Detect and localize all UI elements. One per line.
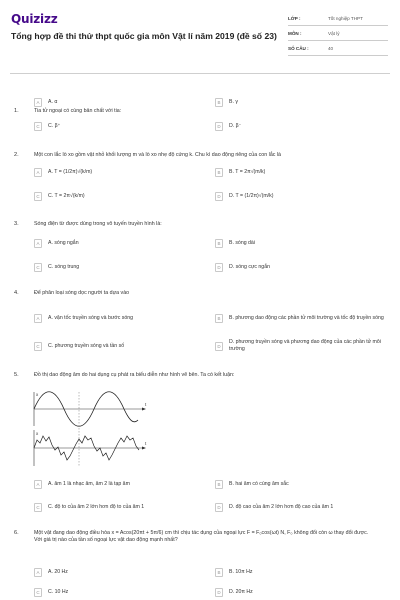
option-letter-box: C [34,122,42,131]
option-text: C. sóng trung [48,264,80,271]
meta-value: Tốt nghiệp THPT [328,15,363,21]
option-letter-box: B [215,568,223,577]
x-axis-label-1: t [145,402,147,407]
option-c[interactable] [34,261,194,274]
option-letter-box: A [34,568,42,577]
option-letter-box: A [34,239,42,248]
option-text: A. 20 Hz [48,569,68,576]
y-axis-label-2: x [36,431,39,436]
option-text: C. T = 2π√(k/m) [48,193,85,200]
worksheet-meta [288,11,388,56]
option-letter-box: D [215,192,223,201]
option-text: C. β⁺ [48,123,61,130]
meta-label: SỐ CÂU : [288,45,309,51]
option-letter-box: B [215,239,223,248]
option-d[interactable] [215,120,385,133]
header-divider [10,73,390,74]
option-letter-box: B [215,98,223,107]
meta-label: MÔN : [288,30,302,36]
option-letter-box: C [34,263,42,272]
option-b[interactable] [215,478,385,491]
option-text: C. 10 Hz [48,589,69,596]
option-a[interactable] [34,237,194,250]
option-c[interactable] [34,335,194,357]
question-number: 3. [14,221,19,227]
option-b[interactable] [215,166,385,179]
option-letter-box: A [34,98,42,107]
sound-wave-graph [32,390,150,467]
option-a[interactable] [34,478,194,491]
meta-row-class [288,11,388,26]
option-letter-box: B [215,480,223,489]
option-letter-box: A [34,168,42,177]
question-number: 6. [14,530,19,536]
option-a[interactable] [34,307,194,329]
question-number: 4. [14,290,19,296]
option-letter-box: D [215,503,223,512]
option-d[interactable] [215,586,385,599]
question-text: Một con lắc lò xo gồm vật nhỏ khối lượng m và lò xo nhẹ độ cứng k. Chu kì dao động riêng của con lắc là [34,152,282,158]
question-text: Để phân loại sóng dọc người ta dựa vào [34,290,130,296]
option-letter-box: D [215,263,223,272]
option-d[interactable] [215,190,385,203]
question-number: 1. [14,108,19,114]
option-text: A. α [48,99,58,106]
option-letter-box: D [215,342,223,351]
option-text: B. T = 2π√(m/k) [229,169,266,176]
option-d[interactable] [215,501,385,514]
question-text: Một vật đang dao động điều hòa x = Acos(20πt + 5π/6) cm thì chịu tác dụng của ngoại lực F = F₀cos(ωt) N, F₀ không đổi còn ω thay đổi được. Với giá trị nào của tần số ngoại lực vật dao động mạnh nhất? [34,530,369,543]
x-axis-arrow-2 [142,447,146,450]
option-c[interactable] [34,190,194,203]
option-text: B. γ [229,99,238,106]
option-text: A. vận tốc truyền sóng và bước sóng [48,314,134,321]
option-text: B. hai âm có cùng âm sắc [229,481,289,488]
question-text: Sóng điện từ được dùng trong vô tuyến truyền hình là: [34,221,162,227]
option-letter-box: B [215,168,223,177]
meta-row-subject [288,26,388,41]
option-letter-box: C [34,192,42,201]
option-b[interactable] [215,566,385,579]
option-text: D. độ cao của âm 2 lớn hơn độ cao của âm 1 [229,504,334,511]
quizizz-logo: Quizizz [11,12,58,26]
option-b[interactable] [215,237,385,250]
question-number: 5. [14,372,19,378]
y-axis-label-1: x [36,392,39,397]
option-text: D. 20π Hz [229,589,253,596]
option-text: A. âm 1 là nhạc âm, âm 2 là tạp âm [48,481,130,488]
option-c[interactable] [34,120,194,133]
option-a[interactable] [34,96,194,109]
option-text: D. sóng cực ngắn [229,264,270,271]
option-b[interactable] [215,96,385,109]
option-letter-box: C [34,503,42,512]
option-letter-box: D [215,588,223,597]
option-d[interactable] [215,261,385,274]
option-text: B. phương dao động các phần tử môi trường và tốc độ truyền sóng [229,314,384,321]
option-d[interactable] [215,335,385,357]
worksheet-title: Tổng hợp đề thi thử thpt quốc gia môn Vật lí năm 2019 (đề số 23) [11,31,277,41]
option-a[interactable] [34,566,194,579]
option-a[interactable] [34,166,194,179]
option-text: C. phương truyền sóng và tần số [48,342,125,349]
option-text: A. T = (1/2π)√(k/m) [48,169,93,176]
meta-row-count [288,41,388,56]
meta-value: 40 [328,45,334,51]
x-axis-label-2: t [145,441,147,446]
option-text: D. β⁻ [229,123,242,130]
worksheet-header [0,0,400,74]
meta-value: Vật lý [328,30,340,36]
option-text: B. 10π Hz [229,569,253,576]
option-letter-box: A [34,480,42,489]
option-text: D. phương truyền sóng và phương dao động của các phần tử môi trường [229,339,381,352]
meta-label: LỚP : [288,15,301,21]
question-number: 2. [14,152,19,158]
option-c[interactable] [34,501,194,514]
question-text: Đồ thị dao động âm do hai dụng cụ phát ra biểu diễn như hình vẽ bên. Ta có kết luận: [34,372,235,378]
option-letter-box: D [215,122,223,131]
option-text: D. T = (1/2π)√(m/k) [229,193,274,200]
x-axis-arrow-1 [142,408,146,411]
option-letter-box: A [34,314,42,323]
option-text: C. độ to của âm 2 lớn hơn độ to của âm 1 [48,504,145,511]
option-letter-box: B [215,314,223,323]
option-b[interactable] [215,307,385,329]
question-text: Tia tử ngoại có cùng bản chất với tia: [34,108,122,114]
option-text: B. sóng dài [229,240,255,247]
option-letter-box: C [34,342,42,351]
option-c[interactable] [34,586,194,599]
option-letter-box: C [34,588,42,597]
option-text: A. sóng ngắn [48,240,79,247]
